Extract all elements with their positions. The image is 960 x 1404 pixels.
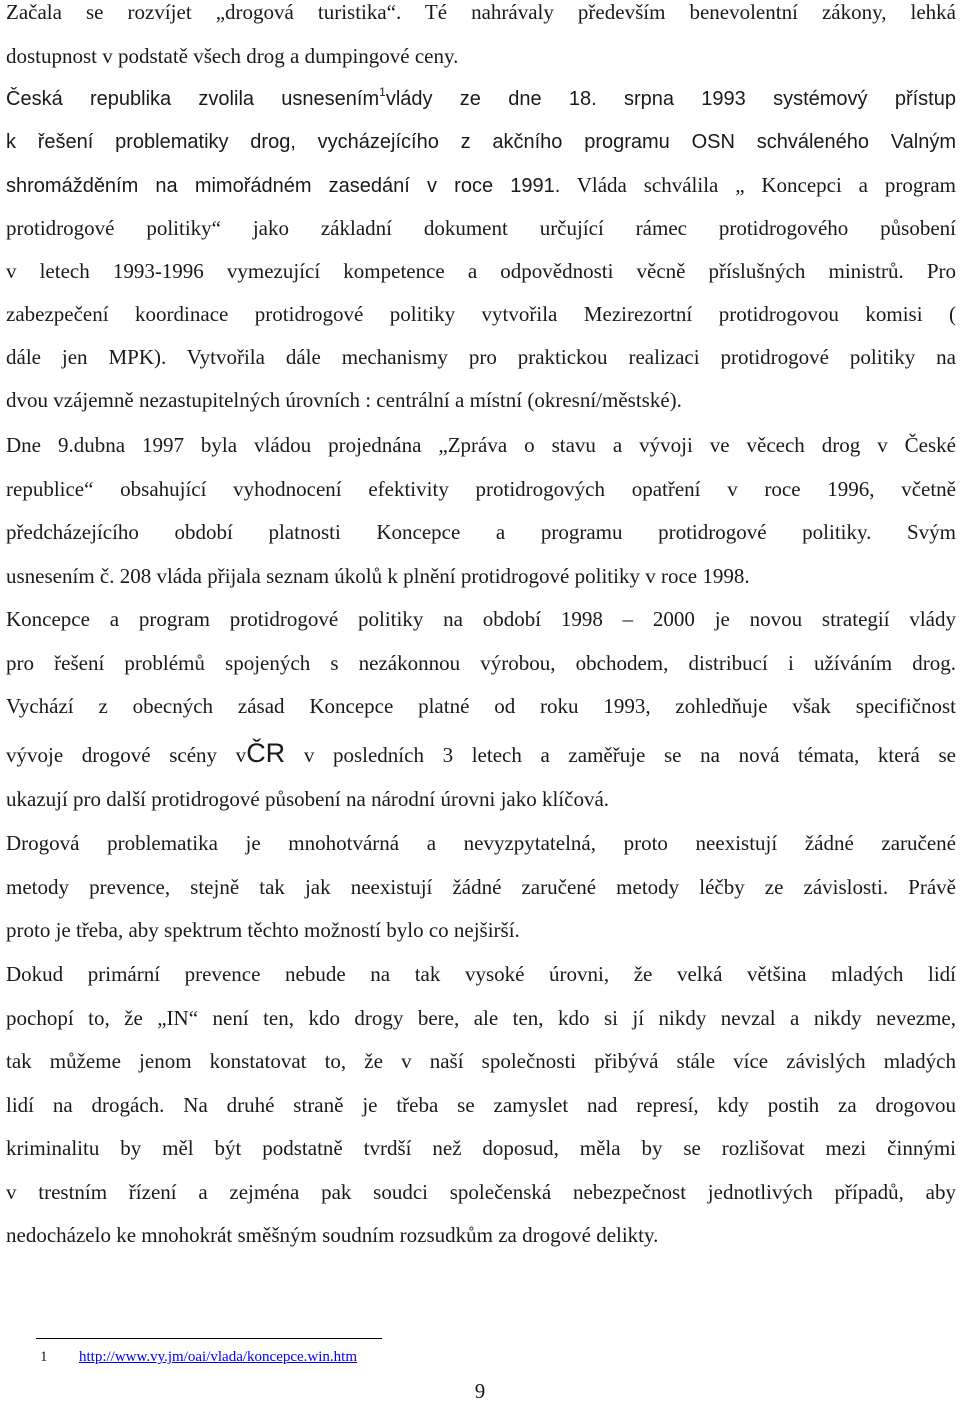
footnote-reference: 1 bbox=[379, 85, 386, 99]
text-line: lidí na drogách. Na druhé straně je třeba se zamyslet nad represí, kdy postih za drogovou bbox=[6, 1093, 956, 1117]
text-line: předcházejícího období platnosti Koncepce a programu protidrogové politiky. Svým bbox=[6, 520, 956, 544]
text-line bbox=[6, 738, 956, 770]
text-line: Koncepce a program protidrogové politiky na období 1998 – 2000 je novou strategií vlády bbox=[6, 607, 956, 631]
text-span bbox=[285, 743, 304, 767]
text-line bbox=[6, 84, 956, 114]
text-line: republice“ obsahující vyhodnocení efektivity protidrogových opatření v roce 1996, včetně bbox=[6, 477, 956, 501]
text-line: zabezpečení koordinace protidrogové politiky vytvořila Mezirezortní protidrogovou komisi ( bbox=[6, 302, 956, 326]
text-span: Vláda schválila „ Koncepci a program bbox=[576, 173, 956, 197]
footnote-separator bbox=[36, 1338, 382, 1339]
text-line: kriminalitu by měl být podstatně tvrdší než doposud, měla by se rozlišovat mezi činnými bbox=[6, 1136, 956, 1160]
text-line: Začala se rozvíjet „drogová turistika“. Té nahrávaly především benevolentní zákony, lehká bbox=[6, 0, 956, 24]
text-line: v letech 1993-1996 vymezující kompetence a odpovědnosti věcně příslušných ministrů. Pro bbox=[6, 259, 956, 283]
text-span: ČR bbox=[246, 738, 286, 768]
text-line: usnesením č. 208 vláda přijala seznam úkolů k plnění protidrogové politiky v roce 1998. bbox=[6, 564, 750, 588]
text-line: pro řešení problémů spojených s nezákonnou výrobou, obchodem, distribucí i užíváním drog. bbox=[6, 651, 956, 675]
text-span: shromážděním na mimořádném zasedání v roce 1991. bbox=[6, 175, 561, 197]
text-line: Dne 9.dubna 1997 byla vládou projednána „Zpráva o stavu a vývoji ve věcech drog v České bbox=[6, 433, 956, 457]
text-line: Dokud primární prevence nebude na tak vysoké úrovni, že velká většina mladých lidí bbox=[6, 962, 956, 986]
text-line: dále jen MPK). Vytvořila dále mechanismy pro praktickou realizaci protidrogové politiky na bbox=[6, 345, 956, 369]
text-line: Vychází z obecných zásad Koncepce platné od roku 1993, zohledňuje však specifičnost bbox=[6, 694, 956, 718]
text-line: protidrogové politiky“ jako základní dokument určující rámec protidrogového působení bbox=[6, 216, 956, 240]
footnote-link[interactable]: http://www.vy.jm/oai/vlada/koncepce.win.htm bbox=[79, 1349, 357, 1365]
text-line: dostupnost v podstatě všech drog a dumpingové ceny. bbox=[6, 44, 459, 68]
text-line: metody prevence, stejně tak jak neexistují žádné zaručené metody léčby ze závislosti. Právě bbox=[6, 875, 956, 899]
text-line: tak můžeme jenom konstatovat to, že v naší společnosti přibývá stále více závislých mladých bbox=[6, 1049, 956, 1073]
page-number: 9 bbox=[474, 1379, 486, 1403]
text-line: Drogová problematika je mnohotvárná a nevyzpytatelná, proto neexistují žádné zaručené bbox=[6, 831, 956, 855]
text-span: Česká republika zvolila usnesením bbox=[6, 88, 380, 110]
text-line: nedocházelo ke mnohokrát směšným soudním rozsudkům za drogové delikty. bbox=[6, 1223, 659, 1247]
text-line: proto je třeba, aby spektrum těchto možností bylo co nejširší. bbox=[6, 918, 520, 942]
footnote-number: 1 bbox=[40, 1349, 48, 1365]
text-line: pochopí to, že „IN“ není ten, kdo drogy bere, ale ten, kdo si jí nikdy nevzal a nikdy nevezme, bbox=[6, 1006, 956, 1030]
text-line: v trestním řízení a zejména pak soudci společenská nebezpečnost jednotlivých případů, aby bbox=[6, 1180, 956, 1204]
text-line: ukazují pro další protidrogové působení na národní úrovni jako klíčová. bbox=[6, 787, 610, 811]
text-line: dvou vzájemně nezastupitelných úrovních : centrální a místní (okresní/městské). bbox=[6, 388, 682, 412]
footnote bbox=[40, 1348, 357, 1366]
text-line bbox=[6, 170, 956, 201]
text-span bbox=[560, 173, 576, 197]
text-line: k řešení problematiky drog, vycházejícího z akčního programu OSN schváleného Valným bbox=[6, 131, 956, 153]
text-span: vlády ze dne 18. srpna 1993 systémový přístup bbox=[385, 88, 956, 110]
text-span: vývoje drogové scény v bbox=[6, 743, 247, 767]
text-span: v posledních 3 letech a zaměřuje se na nová témata, která se bbox=[303, 743, 956, 767]
